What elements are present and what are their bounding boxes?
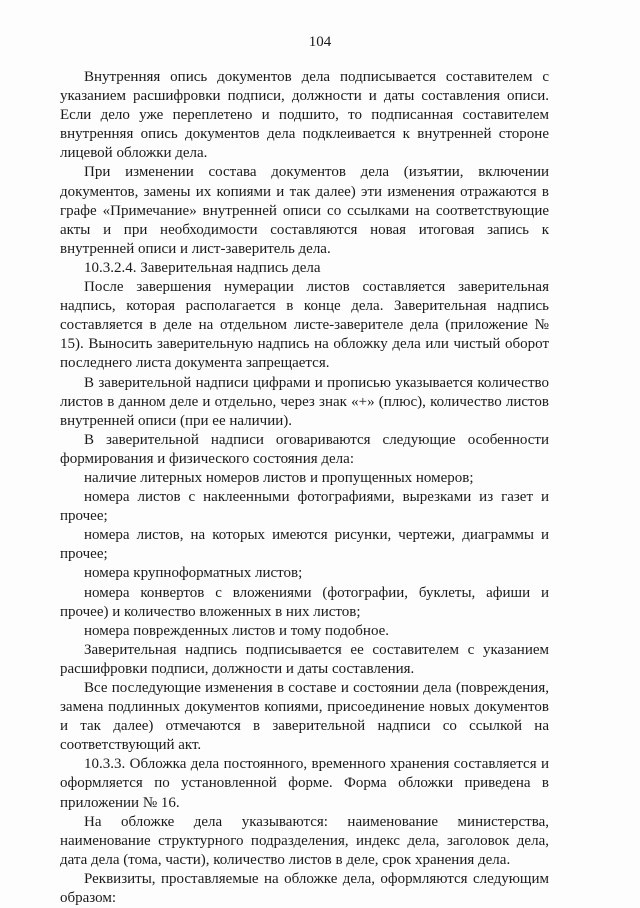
list-item: номера поврежденных листов и тому подобное. xyxy=(84,622,390,639)
paragraph: В заверительной надписи цифрами и прописью указывается количество листов в данном деле и отдельно, через знак «+» (плюс), количество листов внутренней описи (при ее наличии). xyxy=(60,374,549,429)
paragraph: При изменении состава документов дела (изъятии, включении документов, замены их копиями и так далее) эти изменения отражаются в графе «Примечание» внутренней описи со ссылками на соответствующие акты и при необходимости составляются новая итоговая запись к внутренней описи и лист-заверитель дела. xyxy=(60,164,549,257)
paragraph: После завершения нумерации листов составляется заверительная надпись, которая располагается в конце дела. Заверительная надпись составляется в деле на отдельном листе-заверителе дела (приложение № 15). Выносить заверительную надпись на обложку дела или чистый оборот последнего листа документа запрещается. xyxy=(60,279,549,372)
list-item: номера крупноформатных листов; xyxy=(84,565,303,582)
page-number: 104 xyxy=(308,34,332,50)
document-body xyxy=(60,68,549,908)
list-item: номера конвертов с вложениями (фотографии, буклеты, афиши и прочее) и количество вложенных в них листов; xyxy=(60,584,549,620)
paragraph: Реквизиты, проставляемые на обложке дела, оформляются следующим образом: xyxy=(60,870,549,907)
section-heading: 10.3.2.4. Заверительная надпись дела xyxy=(84,259,321,276)
list-item: наличие литерных номеров листов и пропущенных номеров; xyxy=(84,469,474,486)
paragraph: 10.3.3. Обложка дела постоянного, временного хранения составляется и оформляется по установленной форме. Форма обложки приведена в приложении № 16. xyxy=(60,756,549,811)
paragraph: На обложке дела указываются: наименование министерства, наименование структурного подразделения, индекс дела, заголовок дела, дата дела (тома, части), количество листов в деле, срок хранения дела. xyxy=(60,813,549,868)
paragraph: Внутренняя опись документов дела подписывается составителем с указанием расшифровки подписи, должности и даты составления описи. Если дело уже переплетено и подшито, то подписанная составителем внутренняя опись документов дела подклеивается к внутренней стороне лицевой обложки дела. xyxy=(60,69,549,162)
list-item: номера листов, на которых имеются рисунки, чертежи, диаграммы и прочее; xyxy=(60,527,549,563)
list-item: номера листов с наклеенными фотографиями, вырезками из газет и прочее; xyxy=(60,489,549,525)
paragraph: Заверительная надпись подписывается ее составителем с указанием расшифровки подписи, должности и даты составления. xyxy=(60,641,549,677)
paragraph: В заверительной надписи оговариваются следующие особенности формирования и физического состояния дела: xyxy=(60,431,549,467)
paragraph: Все последующие изменения в составе и состоянии дела (повреждения, замена подлинных документов копиями, присоединение новых документов и так далее) отмечаются в заверительной надписи со ссылкой на соответствующий акт. xyxy=(60,680,549,754)
